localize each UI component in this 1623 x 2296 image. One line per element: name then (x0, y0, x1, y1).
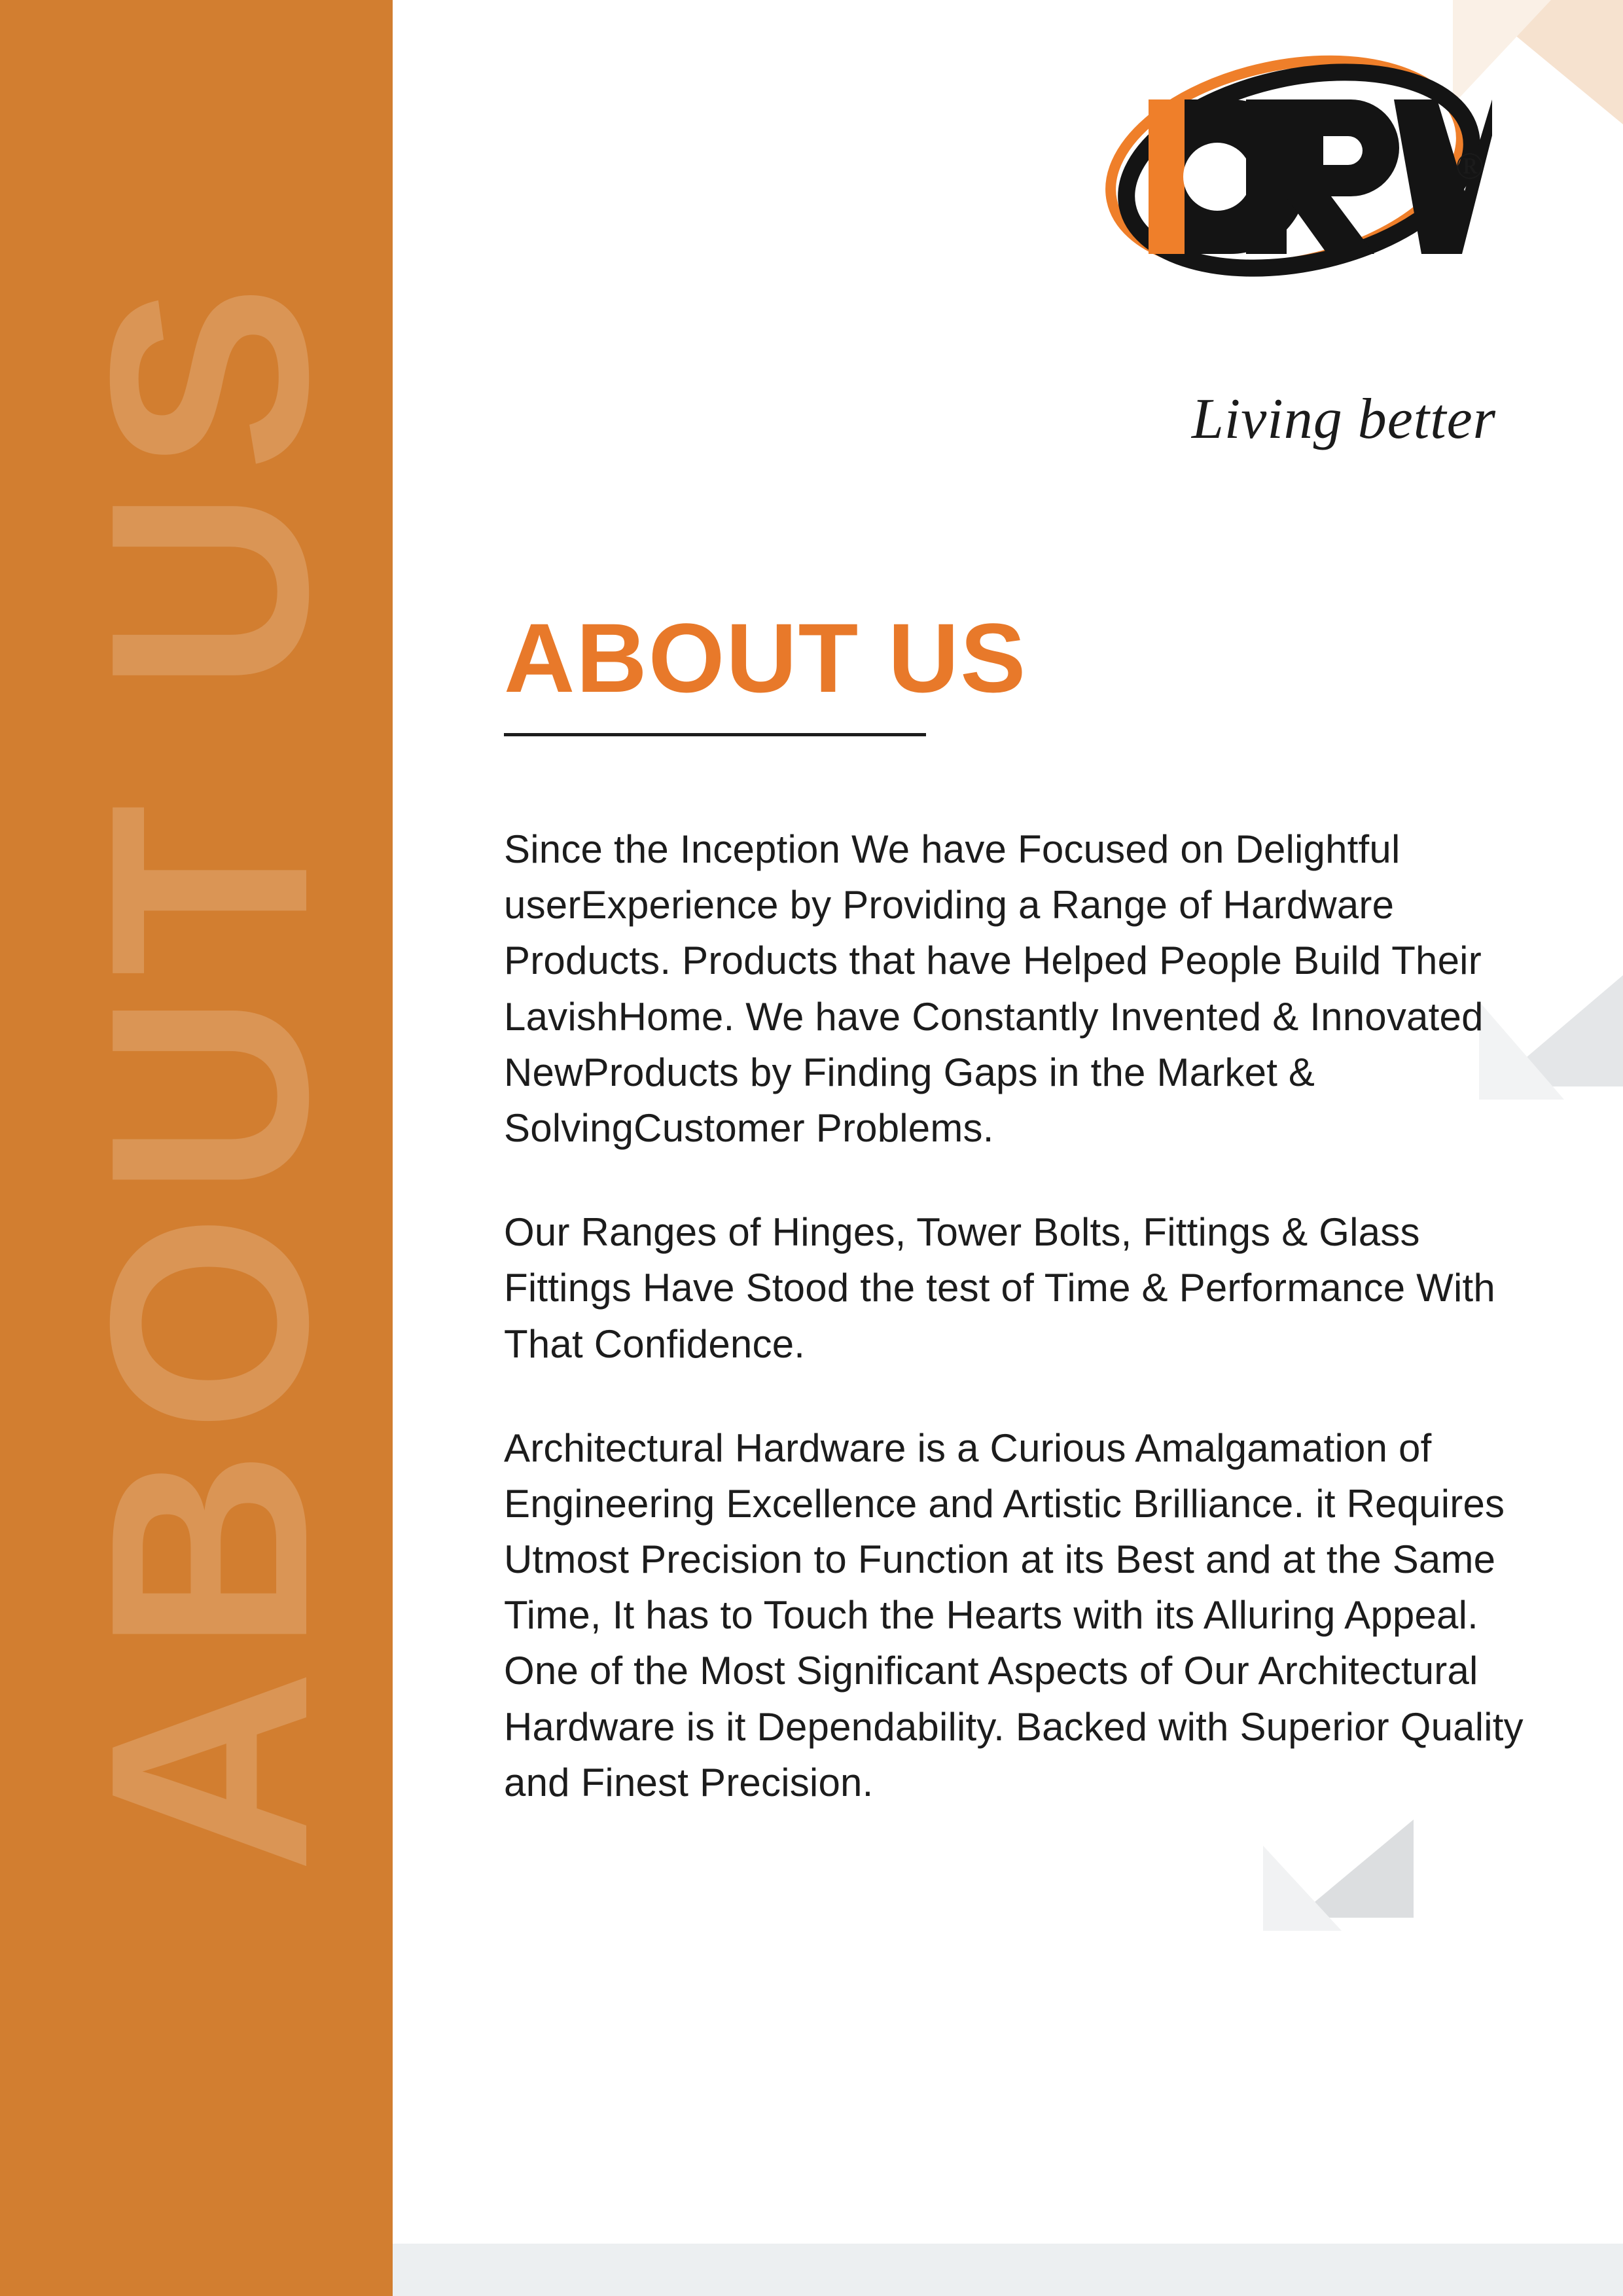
logo-mark (1086, 39, 1492, 314)
title-underline (504, 733, 926, 736)
side-band-edge (393, 0, 399, 2296)
registered-trademark-icon: ® (1455, 145, 1484, 187)
about-us-body (504, 821, 1544, 1810)
logo-swoosh-icon (1086, 39, 1492, 314)
about-us-section (504, 603, 1544, 1810)
footer-strip-accent (0, 2244, 393, 2296)
paragraph: Architectural Hardware is a Curious Amalgamation of Engineering Excellence and Artistic Brilliance. it Requires Utmost Precision to Function at its Best and at the Same Time, It has to Touch the Hearts with its Alluring Appeal. One of the Most Significant Aspects of Our Architectural Hardware is it Dependability. Backed with Superior Quality and Finest Precision. (504, 1426, 1524, 1804)
paragraph: Since the Inception We have Focused on Delightful userExperience by Providing a Range of Hardware Products. Products that have Helped People Build Their LavishHome. We have Constantly Invented & Innovated NewProducts by Finding Gaps in the Market & SolvingCustomer Problems. (504, 827, 1484, 1150)
side-band (0, 0, 393, 2296)
decorative-triangle-bottom-right-2 (1263, 1846, 1342, 1931)
side-band-watermark-text: ABOUT US (52, 267, 366, 1873)
page-title: ABOUT US (504, 603, 1027, 713)
brand-logo (1086, 39, 1505, 451)
logo-tagline: Living better (1191, 387, 1496, 451)
decorative-triangle-bottom-right-1 (1296, 1820, 1414, 1918)
paragraph: Our Ranges of Hinges, Tower Bolts, Fittings & Glass Fittings Have Stood the test of Time & Performance With That Confidence. (504, 1210, 1495, 1366)
